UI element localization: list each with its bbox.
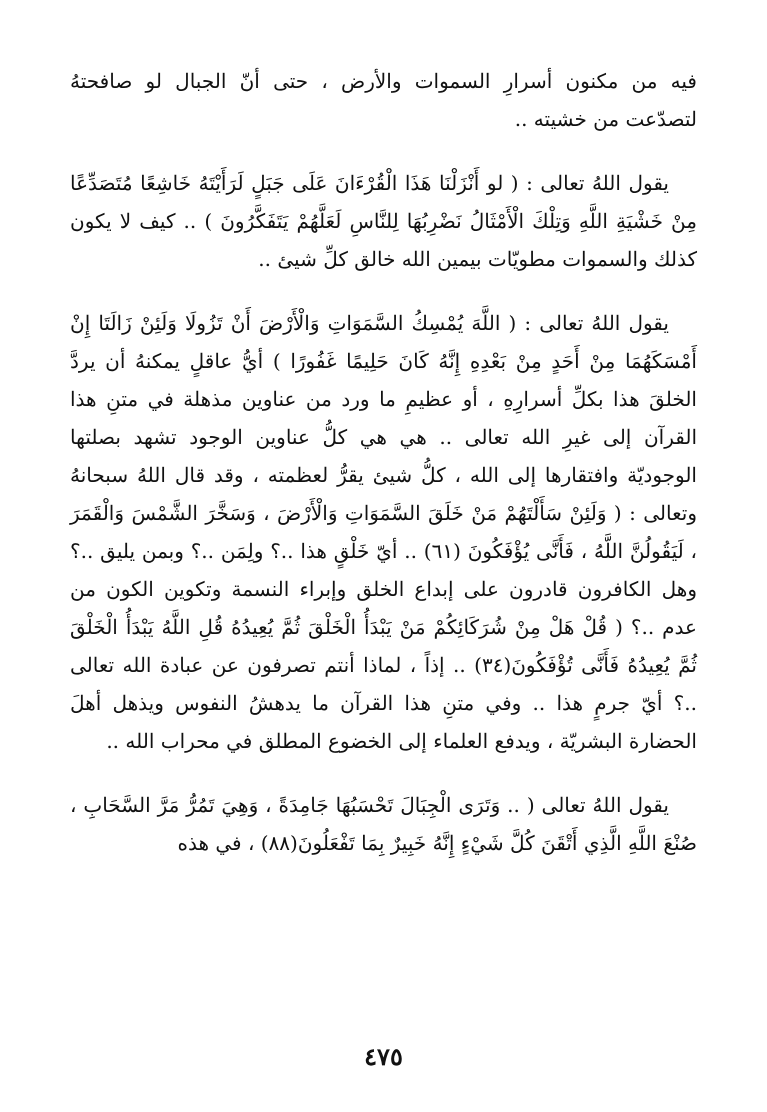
paragraph-2: يقول اللهُ تعالى : ( لو أَنْزَلْنَا هَذَا الْقُرْءَانَ عَلَى جَبَلٍ لَرَأَيْتَهُ خَاشِعًا مُتَصَدِّعًا مِنْ خَشْيَةِ اللَّهِ وَتِلْكَ الْأَمْثَالُ نَضْرِبُهَا لِلنَّاسِ لَعَلَّهُمْ يَتَفَكَّرُونَ ) .. كيف لا يكون كذلك والسموات مطويّات بيمين الله خالق كلِّ شيئ .. — [70, 171, 697, 271]
paragraph-1: فيه من مكنون أسرارِ السموات والأرض ، حتى أنّ الجبال لو صافحتهُ لتصدّعت من خشيته .. — [70, 69, 697, 131]
body-text — [70, 62, 697, 888]
paragraph-4: يقول اللهُ تعالى ( .. وَتَرَى الْجِبَالَ تَحْسَبُهَا جَامِدَةً ، وَهِيَ تَمُرُّ مَرَّ السَّحَابِ ، صُنْعَ اللَّهِ الَّذِي أَتْقَنَ كُلَّ شَيْءٍ إِنَّهُ خَبِيرٌ بِمَا تَفْعَلُونَ(٨٨) ، في هذه — [70, 793, 697, 855]
page-number: ٤٧٥ — [364, 1042, 403, 1071]
paragraph-3: يقول اللهُ تعالى : ( اللَّهَ يُمْسِكُ السَّمَوَاتِ وَالْأَرْضَ أَنْ تَزُولَا وَلَئِنْ زَالَتَا إِنْ أَمْسَكَهُمَا مِنْ أَحَدٍ مِنْ بَعْدِهِ إِنَّهُ كَانَ حَلِيمًا غَفُورًا ) أيُّ عاقلٍ يمكنهُ أن يردَّ الخلقَ هذا بكلِّ أسرارِهِ ، أو عظيمِ ما ورد من عناوين مذهلة في متنِ هذا القرآن إلى غيرِ الله تعالى .. هي هي كلُّ عناوين الوجود تشهد بصلتها الوجوديّة وافتقارها إلى الله ، كلُّ شيئ يقرُّ لعظمته ، وقد قال اللهُ سبحانهُ وتعالى : ( وَلَئِنْ سَأَلْتَهُمْ مَنْ خَلَقَ السَّمَوَاتِ وَالْأَرْضَ ، وَسَخَّرَ الشَّمْسَ وَالْقَمَرَ ، لَيَقُولُنَّ اللَّهُ ، فَأَنَّى يُؤْفَكُونَ (٦١) .. أيّ خَلْقٍ هذا ..؟ ولِمَن ..؟ وبمن يليق ..؟ وهل الكافرون قادرون على إبداع الخلق وإبراء النسمة وتكوين الكون من عدم ..؟ ( قُلْ هَلْ مِنْ شُرَكَائِكُمْ مَنْ يَبْدَأُ الْخَلْقَ ثُمَّ يُعِيدُهُ قُلِ اللَّهُ يَبْدَأُ الْخَلْقَ ثُمَّ يُعِيدُهُ فَأَنَّى تُؤْفَكُونَ(٣٤) .. إذاً ، لماذا أنتم تصرفون عن عبادة الله تعالى ..؟ أيّ جرمٍ هذا .. وفي متنِ هذا القرآن ما يدهشُ النفوس ويذهل أهلَ الحضارة البشريّة ، ويدفع العلماء إلى الخضوع المطلق في محراب الله .. — [70, 311, 697, 753]
